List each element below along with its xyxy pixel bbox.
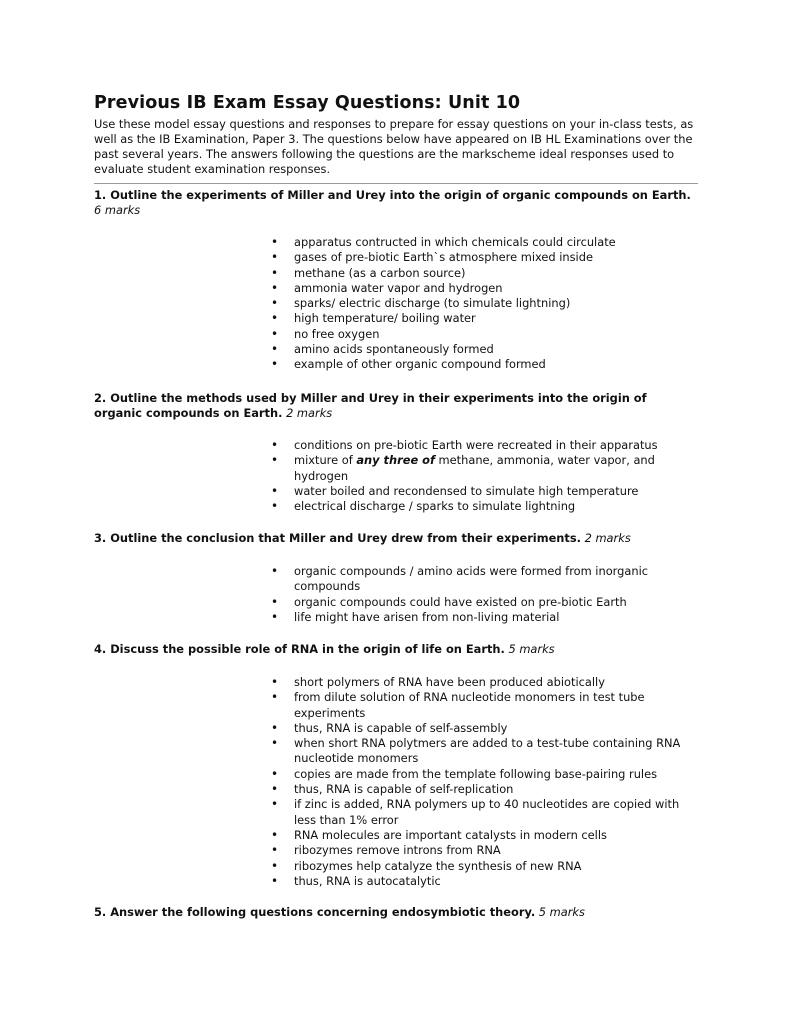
list-item: • electrical discharge / sparks to simulate lightning: [271, 499, 576, 514]
list-item: • ribozymes remove introns from RNA: [271, 843, 501, 858]
list-item: • apparatus contructed in which chemicals could circulate: [271, 235, 616, 249]
bullet-icon: •: [271, 265, 279, 280]
bullet-icon: •: [271, 280, 279, 295]
list-item: • amino acids spontaneously formed: [271, 342, 494, 357]
question-marks: 2 marks: [286, 406, 333, 420]
list-item: • copies are made from the template following base-pairing rules: [271, 766, 658, 781]
page-title: Previous IB Exam Essay Questions: Unit 10: [94, 93, 521, 113]
answer-list-4: [271, 675, 696, 889]
bullet-icon: •: [271, 438, 279, 452]
intro-paragraph: Use these model essay questions and responses to prepare for essay questions on your in-class tests, as well as the IB Examination, Paper 3. The questions below have appeared on IB HL Examinations over the past several years. The answers following the questions are the markscheme ideal responses used to evaluate student examination responses.: [94, 117, 694, 176]
list-item: • organic compounds / amino acids were formed from inorganic compounds: [271, 564, 649, 594]
bullet-icon: •: [271, 296, 279, 311]
list-item: • thus, RNA is capable of self-replication: [271, 782, 514, 797]
question-text: 4. Discuss the possible role of RNA in the origin of life on Earth.: [94, 642, 505, 656]
list-item: • organic compounds could have existed on pre-biotic Earth: [271, 594, 627, 609]
bullet-icon: •: [271, 250, 279, 265]
answer-list-1: [271, 235, 696, 373]
list-item: • example of other organic compound formed: [271, 357, 546, 372]
bullet-icon: •: [271, 326, 279, 341]
list-item: • mixture of any three of methane, ammonia, water vapor, and hydrogen: [271, 453, 655, 483]
list-item: • thus, RNA is capable of self-assembly: [271, 720, 508, 735]
question-text: 5. Answer the following questions concerning endosymbiotic theory.: [94, 905, 536, 919]
bullet-icon: •: [271, 873, 279, 888]
list-item: • gases of pre-biotic Earth`s atmosphere mixed inside: [271, 250, 593, 265]
question-marks: 5 marks: [538, 905, 585, 919]
bullet-icon: •: [271, 483, 279, 498]
list-item: • thus, RNA is autocatalytic: [271, 873, 441, 888]
question-text: 2. Outline the methods used by Miller and Urey in their experiments into the origin of organic compounds on Earth.: [94, 391, 647, 420]
list-item: • when short RNA polytmers are added to a test-tube containing RNA nucleotide monomers: [271, 736, 681, 766]
list-item: • short polymers of RNA have been produced abiotically: [271, 675, 605, 689]
list-item: • methane (as a carbon source): [271, 265, 466, 280]
bullet-icon: •: [271, 453, 279, 468]
question-1: [94, 188, 698, 218]
list-item: • ammonia water vapor and hydrogen: [271, 280, 503, 295]
list-item: • sparks/ electric discharge (to simulate lightning): [271, 296, 571, 311]
bullet-icon: •: [271, 357, 279, 372]
bullet-icon: •: [271, 311, 279, 326]
bullet-icon: •: [271, 766, 279, 781]
list-item: • from dilute solution of RNA nucleotide monomers in test tube experiments: [271, 690, 645, 720]
bullet-icon: •: [271, 499, 279, 514]
question-3: [94, 531, 698, 546]
bullet-icon: •: [271, 564, 279, 578]
bullet-icon: •: [271, 797, 279, 812]
bullet-icon: •: [271, 736, 279, 751]
answer-list-2: [271, 438, 696, 514]
list-item: • conditions on pre-biotic Earth were recreated in their apparatus: [271, 438, 658, 452]
bullet-icon: •: [271, 675, 279, 689]
bullet-icon: •: [271, 609, 279, 624]
question-marks: 2 marks: [584, 531, 631, 545]
answer-list-3: [271, 564, 696, 625]
bullet-icon: •: [271, 843, 279, 858]
question-2: [94, 391, 698, 421]
bullet-icon: •: [271, 690, 279, 705]
question-text: 3. Outline the conclusion that Miller and Urey drew from their experiments.: [94, 531, 581, 545]
list-item: • ribozymes help catalyze the synthesis of new RNA: [271, 858, 582, 873]
divider: [94, 183, 698, 184]
bullet-icon: •: [271, 720, 279, 735]
list-item: • if zinc is added, RNA polymers up to 40 nucleotides are copied with less than 1% error: [271, 797, 680, 827]
list-item: • high temperature/ boiling water: [271, 311, 476, 326]
question-4: [94, 642, 698, 657]
bullet-icon: •: [271, 594, 279, 609]
bullet-icon: •: [271, 235, 279, 249]
question-5: [94, 905, 698, 920]
list-item: • RNA molecules are important catalysts in modern cells: [271, 827, 607, 842]
emphasis-text: any three of: [356, 453, 435, 468]
list-item: • water boiled and recondensed to simulate high temperature: [271, 483, 639, 498]
bullet-icon: •: [271, 342, 279, 357]
question-marks: 6 marks: [94, 203, 141, 217]
bullet-icon: •: [271, 858, 279, 873]
question-marks: 5 marks: [508, 642, 555, 656]
list-item: • no free oxygen: [271, 326, 380, 341]
question-text: 1. Outline the experiments of Miller and Urey into the origin of organic compounds on Earth.: [94, 188, 691, 202]
bullet-icon: •: [271, 782, 279, 797]
list-item: • life might have arisen from non-living material: [271, 609, 560, 624]
bullet-icon: •: [271, 827, 279, 842]
